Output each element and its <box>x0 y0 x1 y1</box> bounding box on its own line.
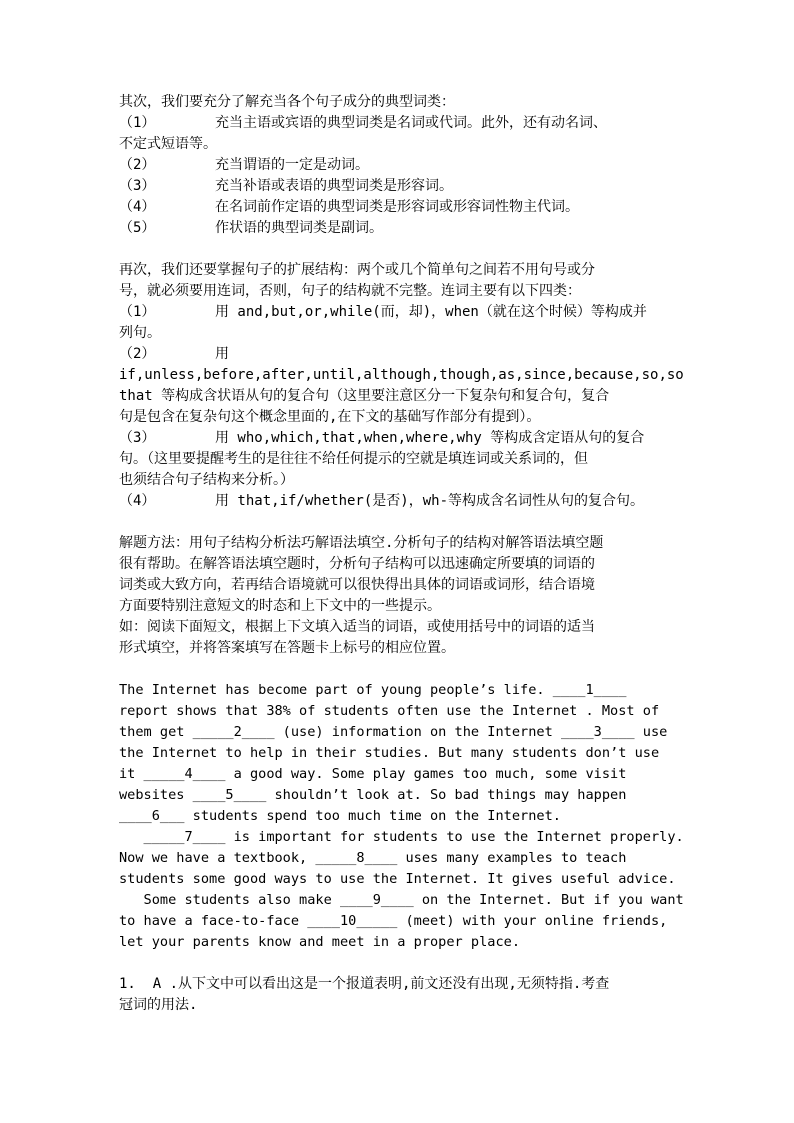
item-text: 充当补语或表语的典型词类是形容词。 <box>215 178 453 194</box>
list-item <box>119 197 679 218</box>
item-number: （5） <box>119 220 156 236</box>
method-text: 形式填空，并将答案填写在答题卡上标号的相应位置。 <box>119 640 455 656</box>
paragraph-gap <box>119 512 679 533</box>
method-text: 解题方法：用句子结构分析法巧解语法填空.分析句子的结构对解答语法填空题 <box>119 535 604 551</box>
item-number: （1） <box>119 115 156 131</box>
item-text: 用 and,but,or,while(而，却)，when（就在这个时候）等构成并 <box>215 304 647 320</box>
item-number: （4） <box>119 493 156 509</box>
item-text: 充当主语或宾语的典型词类是名词或代词。此外，还有动名词、 <box>215 115 607 131</box>
section2-intro: 号，就必须要用连词，否则，句子的结构就不完整。连词主要有以下四类： <box>119 283 581 299</box>
passage-line: let your parents know and meet in a proper place. <box>119 934 521 950</box>
section1-heading: 其次，我们要充分了解充当各个句子成分的典型词类： <box>119 94 455 110</box>
passage-line: them get _____2____ (use) information on the Internet ____3____ use <box>119 724 668 740</box>
item-text-continued: 句是包含在复杂句这个概念里面的,在下文的基础写作部分有提到）。 <box>119 409 541 425</box>
list-item <box>119 176 679 197</box>
item-number: （4） <box>119 199 156 215</box>
paragraph-gap <box>119 659 679 680</box>
item-text: 用 that,if/whether(是否)，wh-等构成含名词性从句的复合句。 <box>215 493 645 509</box>
item-number: （3） <box>119 430 156 446</box>
method-text: 方面要特别注意短文的时态和上下文中的一些提示。 <box>119 598 441 614</box>
passage-line: it _____4____ a good way. Some play games too much, some visit <box>119 766 627 782</box>
passage-line: The Internet has become part of young people’s life. ____1____ <box>119 682 627 698</box>
method-text: 很有帮助。在解答语法填空题时，分析句子结构可以迅速确定所要填的词语的 <box>119 556 595 572</box>
passage-line: report shows that 38% of students often use the Internet . Most of <box>119 703 660 719</box>
item-text-continued: that 等构成含状语从句的复合句（这里要注意区分一下复杂句和复合句，复合 <box>119 388 610 404</box>
item-number: （1） <box>119 304 156 320</box>
passage-line: the Internet to help in their studies. But many students don’t use <box>119 745 660 761</box>
list-item <box>119 155 679 176</box>
passage-line: students some good ways to use the Internet. It gives useful advice. <box>119 871 676 887</box>
passage-line: Some students also make ____9____ on the Internet. But if you want <box>119 892 684 908</box>
list-item <box>119 302 679 323</box>
method-text: 词类或大致方向，若再结合语境就可以很快得出具体的词语或词形，结合语境 <box>119 577 595 593</box>
item-text-continued: 不定式短语等。 <box>119 136 217 152</box>
paragraph-gap <box>119 953 679 974</box>
passage-line: Now we have a textbook, _____8____ uses many examples to teach <box>119 850 627 866</box>
item-number: （2） <box>119 157 156 173</box>
item-text: 用 <box>215 346 229 362</box>
passage-line: ____6___ students spend too much time on the Internet. <box>119 808 561 824</box>
item-text-continued: if,unless,before,after,until,although,though,as,since,because,so,so <box>119 367 684 383</box>
list-item <box>119 344 679 365</box>
item-text-continued: 句。（这里要提醒考生的是往往不给任何提示的空就是填连词或关系词的，但 <box>119 451 588 467</box>
passage-line: websites ____5____ shouldn’t look at. So bad things may happen <box>119 787 627 803</box>
list-item <box>119 113 679 134</box>
item-number: （2） <box>119 346 156 362</box>
answer-text: 1. A .从下文中可以看出这是一个报道表明,前文还没有出现,无须特指.考查 <box>119 976 610 992</box>
item-number: （3） <box>119 178 156 194</box>
item-text: 充当谓语的一定是动词。 <box>215 157 369 173</box>
item-text: 在名词前作定语的典型词类是形容词或形容词性物主代词。 <box>215 199 579 215</box>
answer-text: 冠词的用法. <box>119 997 198 1013</box>
passage-line: to have a face-to-face ____10_____ (meet) with your online friends, <box>119 913 668 929</box>
item-text-continued: 也须结合句子结构来分析。） <box>119 472 294 488</box>
list-item <box>119 218 679 239</box>
item-text: 用 who,which,that,when,where,why 等构成含定语从句的复合 <box>215 430 645 446</box>
list-item <box>119 428 679 449</box>
section2-intro: 再次，我们还要掌握句子的扩展结构：两个或几个简单句之间若不用句号或分 <box>119 262 595 278</box>
document-page <box>119 92 684 1016</box>
list-item <box>119 491 679 512</box>
item-text-continued: 列句。 <box>119 325 161 341</box>
item-text: 作状语的典型词类是副词。 <box>215 220 383 236</box>
paragraph-gap <box>119 239 679 260</box>
method-text: 如：阅读下面短文，根据上下文填入适当的词语，或使用括号中的词语的适当 <box>119 619 595 635</box>
passage-line: _____7____ is important for students to use the Internet properly. <box>119 829 684 845</box>
